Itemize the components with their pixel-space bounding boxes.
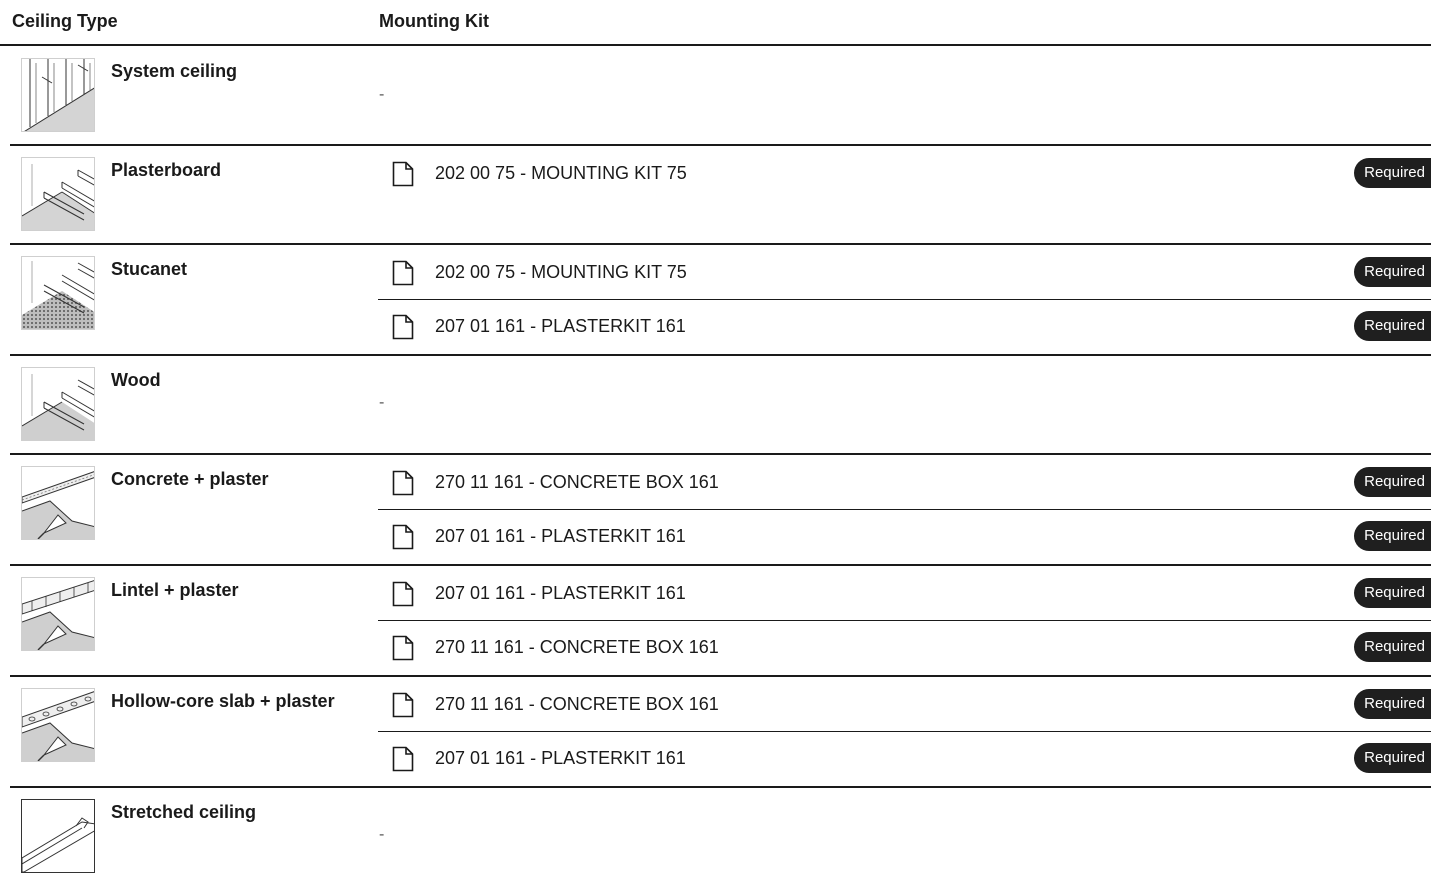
mounting-kit-item[interactable] — [378, 732, 1431, 786]
document-icon — [392, 470, 414, 496]
document-icon — [392, 581, 414, 607]
ceiling-type-label: Hollow-core slab + plaster — [111, 691, 335, 711]
mounting-kit-item[interactable] — [378, 621, 1431, 675]
table-row — [10, 47, 1431, 146]
mounting-kit-link[interactable]: 207 01 161 - PLASTERKIT 161 — [435, 583, 686, 603]
mounting-kit-link[interactable]: 202 00 75 - MOUNTING KIT 75 — [435, 163, 687, 183]
mounting-kit-item[interactable] — [378, 677, 1431, 732]
document-icon — [392, 161, 414, 187]
ceiling-type-label: Wood — [111, 370, 161, 390]
mounting-kit-item[interactable] — [378, 300, 1431, 354]
wood-thumbnail — [21, 367, 95, 441]
system-ceiling-thumbnail — [21, 58, 95, 132]
hollow-core-slab-plaster-thumbnail — [21, 688, 95, 762]
table-row — [10, 356, 1431, 455]
required-badge: Required — [1354, 467, 1431, 497]
table-row — [10, 788, 1431, 879]
required-badge: Required — [1354, 311, 1431, 341]
table-row — [10, 455, 1431, 566]
mounting-kit-header: Mounting Kit — [379, 11, 489, 31]
required-badge: Required — [1354, 521, 1431, 551]
ceiling-type-label: Concrete + plaster — [111, 469, 269, 489]
plasterboard-thumbnail — [21, 157, 95, 231]
stucanet-thumbnail — [21, 256, 95, 330]
ceiling-type-label: Stretched ceiling — [111, 802, 257, 822]
mounting-kit-link[interactable]: 270 11 161 - CONCRETE BOX 161 — [435, 472, 719, 492]
ceiling-type-label: Lintel + plaster — [111, 580, 239, 600]
no-kit-placeholder: - — [379, 394, 385, 411]
table-row — [10, 245, 1431, 356]
concrete-plaster-thumbnail — [21, 466, 95, 540]
ceiling-type-label: Plasterboard — [111, 160, 222, 180]
document-icon — [392, 635, 414, 661]
required-badge: Required — [1354, 743, 1431, 773]
no-kit-placeholder: - — [379, 826, 385, 843]
required-badge: Required — [1354, 632, 1431, 662]
ceiling-type-header: Ceiling Type — [12, 11, 118, 31]
lintel-plaster-thumbnail — [21, 577, 95, 651]
required-badge: Required — [1354, 578, 1431, 608]
ceiling-type-label: Stucanet — [111, 259, 188, 279]
mounting-kit-item[interactable] — [378, 245, 1431, 300]
required-badge: Required — [1354, 158, 1431, 188]
table-row — [10, 146, 1431, 245]
mounting-kit-link[interactable]: 207 01 161 - PLASTERKIT 161 — [435, 316, 686, 336]
document-icon — [392, 524, 414, 550]
required-badge: Required — [1354, 257, 1431, 287]
mounting-kit-link[interactable]: 207 01 161 - PLASTERKIT 161 — [435, 526, 686, 546]
mounting-kit-item[interactable] — [378, 510, 1431, 564]
document-icon — [392, 692, 414, 718]
table-row — [10, 566, 1431, 677]
mounting-kit-item[interactable] — [378, 146, 1431, 243]
ceiling-type-label: System ceiling — [111, 61, 238, 81]
stretched-ceiling-thumbnail — [21, 799, 95, 873]
required-badge: Required — [1354, 689, 1431, 719]
mounting-kit-item[interactable] — [378, 566, 1431, 621]
no-kit-placeholder: - — [379, 86, 385, 103]
mounting-kit-link[interactable]: 202 00 75 - MOUNTING KIT 75 — [435, 262, 687, 282]
mounting-kit-link[interactable]: 270 11 161 - CONCRETE BOX 161 — [435, 694, 719, 714]
mounting-kit-link[interactable]: 270 11 161 - CONCRETE BOX 161 — [435, 637, 719, 657]
mounting-kit-link[interactable]: 207 01 161 - PLASTERKIT 161 — [435, 748, 686, 768]
document-icon — [392, 260, 414, 286]
document-icon — [392, 746, 414, 772]
mounting-kit-item[interactable] — [378, 455, 1431, 510]
table-header — [0, 0, 1431, 46]
table-row — [10, 677, 1431, 788]
document-icon — [392, 314, 414, 340]
